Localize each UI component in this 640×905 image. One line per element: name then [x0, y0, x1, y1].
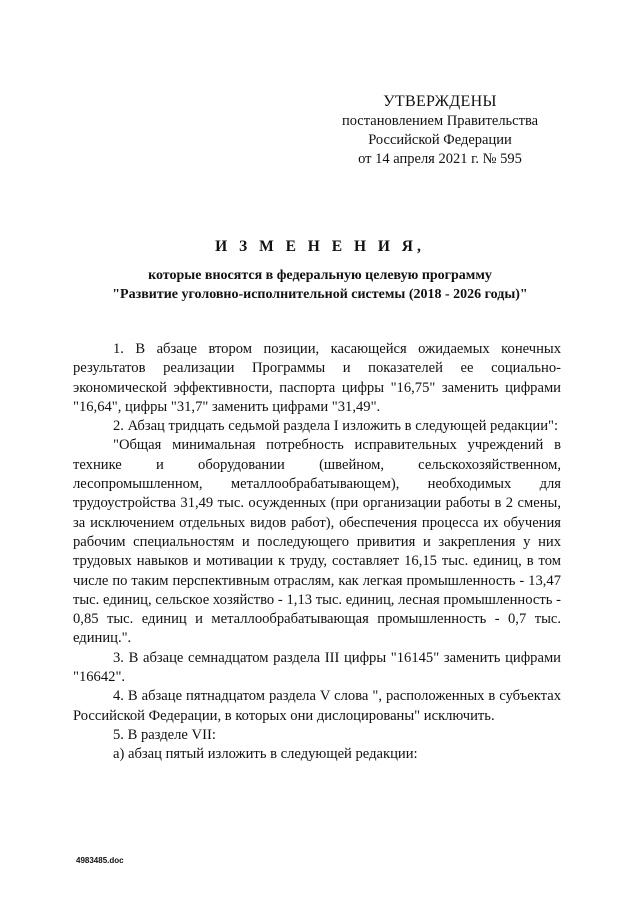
paragraph-4: 3. В абзаце семнадцатом раздела III цифры "16145" заменить цифрами "16642". [73, 649, 561, 686]
footer-doc-id: 4983485.doc [76, 856, 124, 865]
title-block [70, 238, 570, 304]
paragraph-7: а) абзац пятый изложить в следующей редакции: [113, 746, 418, 763]
document-subtitle-line-2: "Развитие уголовно-исполнительной системы (2018 - 2026 годы)" [112, 287, 528, 302]
approval-line-2: Российской Федерации [368, 132, 512, 148]
paragraph-6: 5. В разделе VII: [113, 726, 216, 743]
document-title: И З М Е Н Е Н И Я, [215, 238, 425, 255]
approval-line-1: постановлением Правительства [341, 113, 539, 129]
document-subtitle-line-1: которые вносятся в федеральную целевую программу [148, 268, 492, 283]
paragraph-1: 1. В абзаце втором позиции, касающейся ожидаемых конечных результатов реализации Программы и показателей ее социально-экономической эффективности, паспорта цифры "16,75" заменить цифрами "16,64", цифры "31,7" заменить цифрами "31,49". [73, 341, 561, 415]
paragraph-5: 4. В абзаце пятнадцатом раздела V слова ", расположенных в субъектах Российской Федерации, в которых они дислоцированы" исключить. [73, 688, 561, 724]
approval-heading: УТВЕРЖДЕНЫ [383, 93, 497, 110]
paragraph-3-quote: "Общая минимальная потребность исправительных учреждений в технике и оборудовании (швейном, сельскохозяйственном, лесопромышленном, металлообрабатывающем), необходимых для трудоустройства 31,49 тыс. осужденных (при организации работы в 2 смены, за исключением отдельных видов работ), обеспечения процесса их обучения рабочим специальностям и последующего привития и закрепления у них трудовых навыков и мотивации к труду, составляет 16,15 тыс. единиц, в том числе по таким перспективным отраслям, как легкая промышленность - 13,47 тыс. единиц, сельское хозяйство - 1,13 тыс. единиц, лесная промышленность - 0,85 тыс. единиц и металлообрабатывающая промышленность - 0,7 тыс. единиц.". [73, 437, 561, 647]
approval-line-3: от 14 апреля 2021 г. № 595 [358, 151, 522, 167]
paragraph-2: 2. Абзац тридцать седьмой раздела I изложить в следующей редакции": [113, 418, 559, 435]
document-body [73, 340, 561, 765]
approval-block [336, 92, 544, 169]
